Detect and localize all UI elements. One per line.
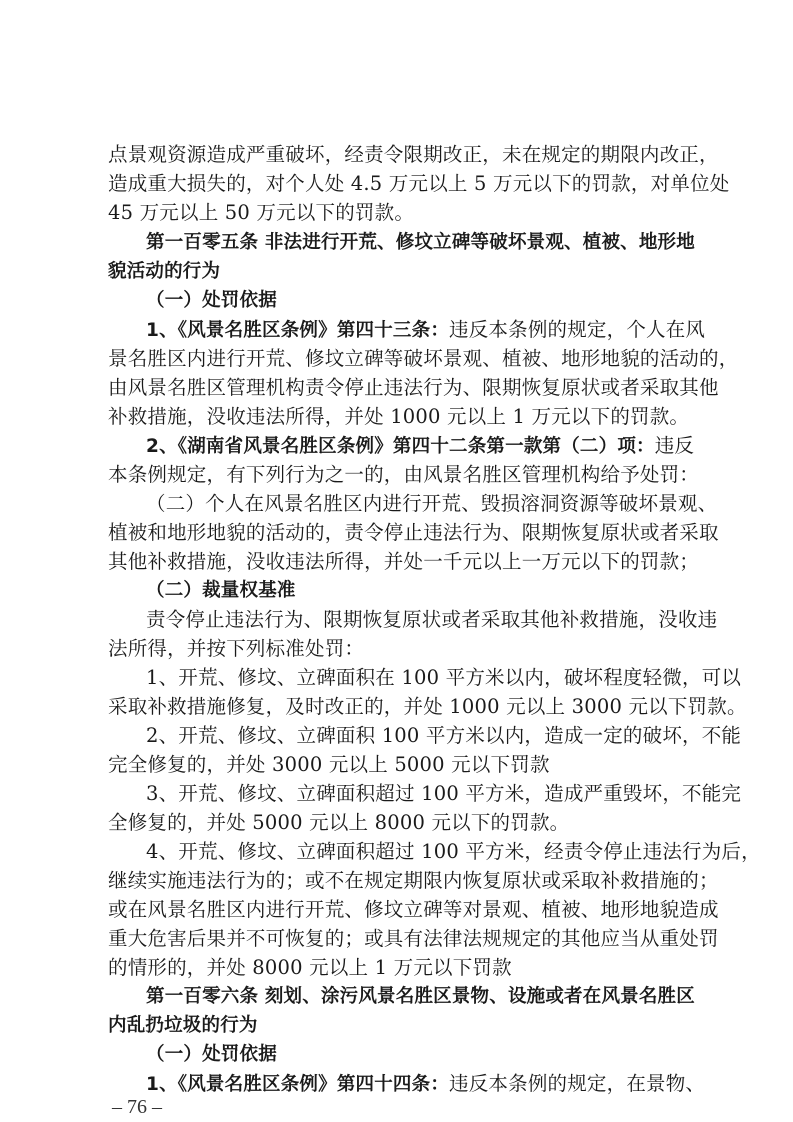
page-number: – 76 – bbox=[112, 1096, 162, 1118]
text-line: 全修复的，并处 5000 元以上 8000 元以下的罚款。 bbox=[108, 811, 570, 834]
text-span: 违反 bbox=[654, 434, 695, 457]
text-line: 点景观资源造成严重破坏，经责令限期改正，未在规定的期限内改正， bbox=[108, 143, 719, 166]
text-line: 造成重大损失的，对个人处 4.5 万元以上 5 万元以下的罚款，对单位处 bbox=[108, 172, 730, 195]
text-line: 1、开荒、修坟、立碑面积在 100 平方米以内，破坏程度轻微，可以 bbox=[146, 666, 742, 689]
text-line: 植被和地形地貌的活动的，责令停止违法行为、限期恢复原状或者采取 bbox=[108, 521, 719, 544]
text-line: 完全修复的，并处 3000 元以上 5000 元以下罚款 bbox=[108, 753, 550, 776]
text-line: 的情形的，并处 8000 元以上 1 万元以下罚款 bbox=[108, 956, 512, 979]
section-heading-penalty-basis: （一）处罚依据 bbox=[146, 1044, 277, 1065]
law-citation: 1、《风景名胜区条例》第四十三条： bbox=[146, 320, 450, 341]
law-citation: 1、《风景名胜区条例》第四十四条： bbox=[146, 1074, 450, 1095]
text-line: 4、开荒、修坟、立碑面积超过 100 平方米，经责令停止违法行为后， bbox=[146, 840, 761, 863]
article-105-heading: 第一百零五条 非法进行开荒、修坟立碑等破坏景观、植被、地形地 bbox=[146, 232, 695, 253]
article-105-heading-cont: 貌活动的行为 bbox=[108, 261, 221, 282]
text-line: 重大危害后果并不可恢复的；或具有法律法规规定的其他应当从重处罚 bbox=[108, 927, 719, 950]
text-line: 责令停止违法行为、限期恢复原状或者采取其他补救措施，没收违 bbox=[146, 608, 718, 631]
text-line bbox=[146, 316, 706, 343]
text-line: 采取补救措施修复，及时改正的，并处 1000 元以上 3000 元以下罚款。 bbox=[108, 695, 747, 718]
text-line bbox=[146, 1070, 706, 1097]
text-line: 2、开荒、修坟、立碑面积 100 平方米以内，造成一定的破坏，不能 bbox=[146, 724, 742, 747]
text-line: 补救措施，没收违法所得，并处 1000 元以上 1 万元以下的罚款。 bbox=[108, 405, 690, 428]
section-heading-penalty-basis: （一）处罚依据 bbox=[146, 290, 277, 311]
text-span: 违反本条例的规定，个人在风 bbox=[449, 318, 706, 341]
text-line bbox=[146, 432, 693, 459]
text-line: 本条例规定，有下列行为之一的，由风景名胜区管理机构给予处罚： bbox=[108, 463, 700, 486]
article-106-heading-cont: 内乱扔垃圾的行为 bbox=[108, 1015, 258, 1036]
text-line: （二）个人在风景名胜区内进行开荒、毁损溶洞资源等破坏景观、 bbox=[146, 492, 718, 515]
article-106-heading: 第一百零六条 刻划、涂污风景名胜区景物、设施或者在风景名胜区 bbox=[146, 986, 695, 1007]
law-citation: 2、《湖南省风景名胜区条例》第四十二条第一款第（二）项： bbox=[146, 436, 655, 457]
text-line: 3、开荒、修坟、立碑面积超过 100 平方米，造成严重毁坏，不能完 bbox=[146, 782, 742, 805]
text-line: 或在风景名胜区内进行开荒、修坟立碑等对景观、植被、地形地貌造成 bbox=[108, 898, 719, 921]
text-line: 由风景名胜区管理机构责令停止违法行为、限期恢复原状或者采取其他 bbox=[108, 376, 719, 399]
text-line: 45 万元以上 50 万元以下的罚款。 bbox=[108, 201, 415, 224]
section-heading-discretion-standard: （二）裁量权基准 bbox=[146, 580, 296, 601]
text-line: 继续实施违法行为的；或不在规定期限内恢复原状或采取补救措施的； bbox=[108, 869, 719, 892]
text-line: 景名胜区内进行开荒、修坟立碑等破坏景观、植被、地形地貌的活动的， bbox=[108, 347, 739, 370]
text-line: 其他补救措施，没收违法所得，并处一千元以上一万元以下的罚款； bbox=[108, 550, 700, 573]
text-span: 违反本条例的规定，在景物、 bbox=[449, 1072, 706, 1095]
text-line: 法所得，并按下列标准处罚： bbox=[108, 637, 365, 660]
